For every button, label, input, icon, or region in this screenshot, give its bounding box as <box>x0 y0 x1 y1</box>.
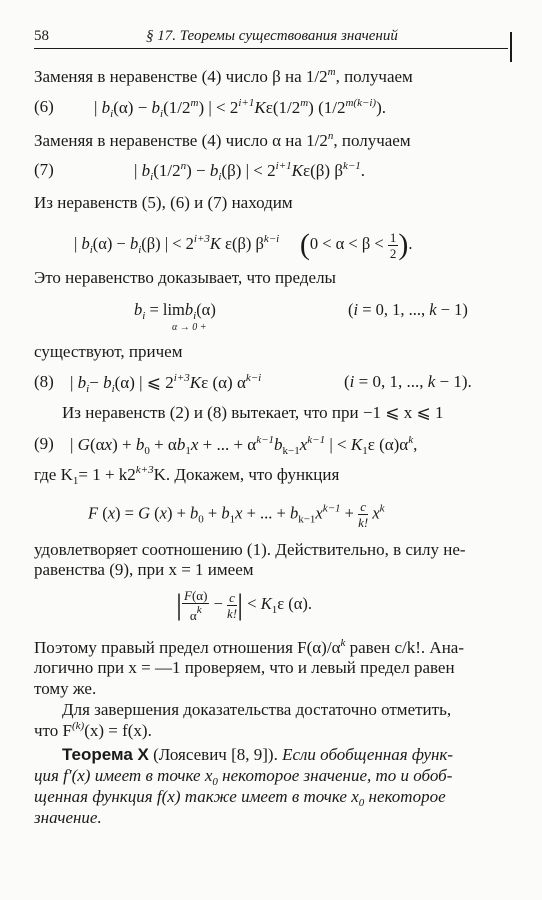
equation-ratio: | $\frac{F(\alpha)}{\alpha^k}$ − $\frac{c}{k!}$ | < $K_1\varepsilon$ (α). <box>176 587 313 623</box>
text-line-17: что $F^{(k)}(x) = f(x)$. <box>34 720 152 740</box>
equation-F: F (x) = G $(x) + b_0 + b_1x$ + ... + $b_{k-1}x^{k-1}$ + $\frac{c}{k!}$ $x^k$ <box>88 499 385 530</box>
text-line-16: Для завершения доказательства достаточно отметить, <box>62 700 452 719</box>
running-title: § 17. Теоремы существования значений <box>146 28 398 44</box>
equation-8: (8) | $b_i- b_i(\alpha)$ | ⩽ $2^{i+3}K\varepsilon$ (α) $\alpha^{k-i}$ (i = 0, 1, ..., k − 1). <box>34 372 472 395</box>
theorem-line-1: Теорема X (Лоясевич [8, 9]). Если обобщенная функ- <box>62 745 454 764</box>
limit-index-range: (i = 0, 1, ..., k − 1) <box>348 300 468 319</box>
theorem-line-3: щенная функция f(x) также имеет в точке $x_0$ некоторое <box>34 787 446 809</box>
text-line-7: существуют, причем <box>34 342 183 361</box>
page-number: 58 <box>34 28 49 44</box>
theorem-line-4: значение. <box>34 808 102 827</box>
text-line-10: где $K_1= 1 + k2^{k+3}K$. Докажем, что функция <box>34 464 340 487</box>
text-line-9: Из неравенств (2) и (8) вытекает, что при −1 ⩽ x ⩽ 1 <box>62 403 444 422</box>
page-header <box>34 28 508 49</box>
equation-inequality: | $b_i(\alpha) - b_i(\beta)$ | < $2^{i+3}K$ ε(β) $\beta^{k-i}$ (0 < α < β < $\frac{1}{2}$ ). <box>74 228 413 261</box>
equation-limit: $b_i = \lim b_i(\alpha)$ <box>134 300 216 322</box>
margin-mark <box>510 32 512 62</box>
equation-7: (7) | $b_i(1/2^n) - b_i(\beta)$ | < $2^{i+1}K\varepsilon(\beta)$ $\beta^{k-1}$. <box>34 160 366 183</box>
text-line-15: тому же. <box>34 679 97 698</box>
text-line-13: Поэтому правый предел отношения $F(\alpha)/\alpha^k$ равен c/k!. Ана- <box>34 637 465 657</box>
text-line-3: Заменяя в неравенстве (4) число α на 1/2$^n$, получаем <box>34 130 411 150</box>
text-line-14: логично при x = —1 проверяем, что и левый предел равен <box>34 658 455 677</box>
text-line-11: удовлетворяет соотношению (1). Действительно, в силу не- <box>34 540 466 559</box>
theorem-title: Теорема X <box>62 745 149 764</box>
text-line-6: Это неравенство доказывает, что пределы <box>34 268 336 287</box>
theorem-line-2: ция f′(x) имеет в точке $x_0$ некоторое значение, то и обоб- <box>34 766 453 788</box>
text-line-12: равенства (9), при x = 1 имеем <box>34 560 254 579</box>
equation-9: (9) | $G(\alpha x) + b_0 + \alpha b_1x$ + ... + $\alpha^{k-1}b_{k-1}x^{k-1}$ | < $K_1\varepsilon$ $(\alpha)\alpha^k$, <box>34 434 418 457</box>
equation-6: (6) | $b_i(\alpha) - b_i(1/2^m)$ | < $2^{i+1}K\varepsilon(1/2^m)$ $(1/2^{m(k-i)})$. <box>34 97 387 120</box>
text-line-1: Заменяя в неравенстве (4) число β на 1/2$^m$, получаем <box>34 66 413 86</box>
limit-subscript: α → 0 + <box>172 322 207 333</box>
text-line-5: Из неравенств (5), (6) и (7) находим <box>34 193 293 212</box>
